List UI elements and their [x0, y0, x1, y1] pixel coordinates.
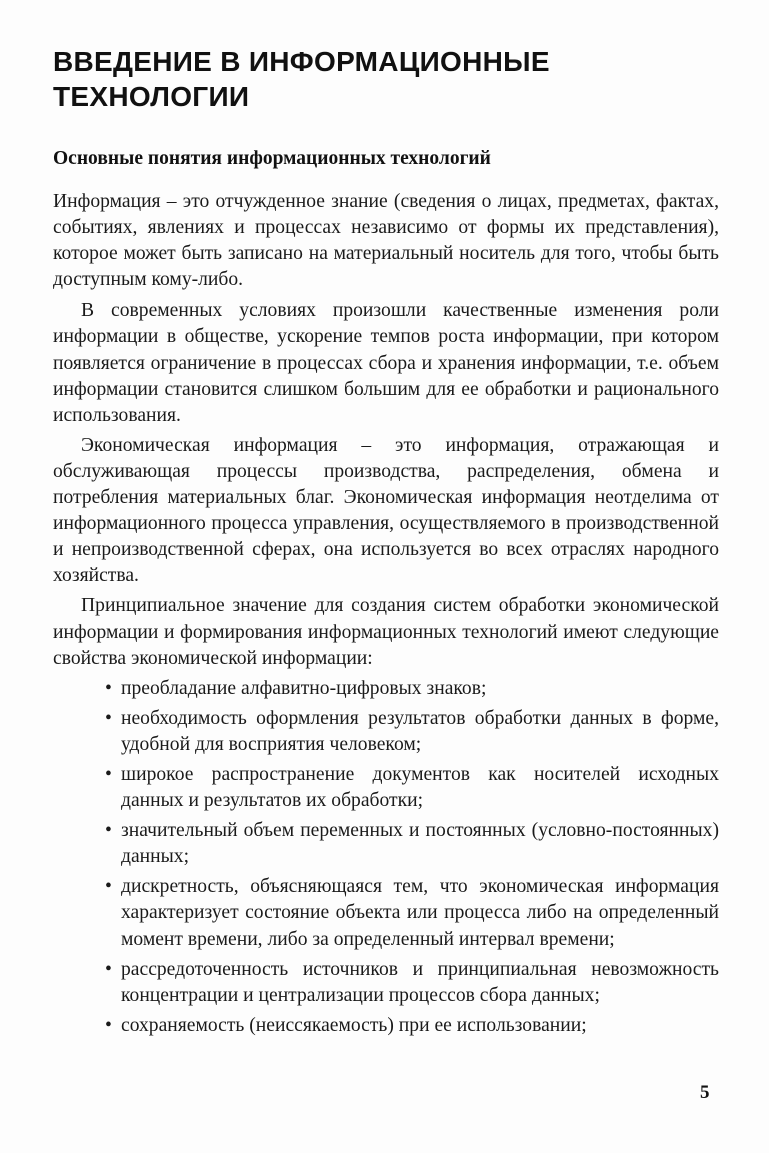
list-item — [105, 874, 719, 952]
bullet-icon: • — [105, 1014, 112, 1036]
list-item-text: сохраняемость (неиссякаемость) при ее использовании; — [121, 1014, 587, 1036]
chapter-title: ВВЕДЕНИЕ В ИНФОРМАЦИОННЫЕ ТЕХНОЛОГИИ — [53, 46, 550, 112]
bullet-icon: • — [105, 677, 112, 699]
list-item — [105, 1013, 719, 1039]
bullet-icon: • — [105, 707, 112, 729]
paragraph-definition: Информация – это отчужденное знание (сведения о лицах, предметах, фактах, событиях, явлениях и процессах независимо от формы их представления), которое может быть записано на материальный носитель для того, чтобы быть доступным кому-либо. — [53, 191, 719, 291]
paragraph-principal-properties: Принципиальное значение для создания систем обработки экономической информации и формирования информационных технологий имеют следующие свойства экономической информации: — [53, 595, 719, 669]
body-text — [53, 189, 719, 1043]
list-item-text: преобладание алфавитно-цифровых знаков; — [121, 677, 487, 699]
page-number: 5 — [700, 1082, 710, 1103]
section-title: Основные понятия информационных технологий — [53, 148, 491, 169]
bullet-icon: • — [105, 958, 112, 980]
list-item-text: необходимость оформления результатов обработки данных в форме, удобной для восприятия человеком; — [121, 707, 719, 755]
list-item — [105, 818, 719, 870]
list-item — [105, 676, 719, 702]
paragraph-modern-conditions: В современных условиях произошли качественные изменения роли информации в обществе, ускорение темпов роста информации, при котором появляется ограничение в процессах сбора и хранения информации, т.е. объем информации становится слишком большим для ее обработки и рационального использования. — [53, 300, 719, 426]
list-item-text: значительный объем переменных и постоянных (условно-постоянных) данных; — [121, 820, 719, 868]
list-item — [105, 706, 719, 758]
bullet-icon: • — [105, 876, 112, 898]
list-item — [105, 762, 719, 814]
bullet-icon: • — [105, 820, 112, 842]
list-item-text: дискретность, объясняющаяся тем, что экономическая информация характеризует состояние объекта или процесса либо на определенный момент времени, либо за определенный интервал времени; — [121, 876, 719, 950]
properties-list — [53, 676, 719, 1039]
list-item — [105, 957, 719, 1009]
list-item-text: широкое распространение документов как носителей исходных данных и результатов их обработки; — [121, 763, 719, 812]
bullet-icon: • — [105, 763, 112, 785]
paragraph-economic-information: Экономическая информация – это информация, отражающая и обслуживающая процессы производства, распределения, обмена и потребления материальных благ. Экономическая информация неотделима от информационного процесса управления, осуществляемого в производственной и непроизводственной сферах, она используется во всех отраслях народного хозяйства. — [53, 434, 719, 587]
list-item-text: рассредоточенность источников и принципиальная невозможность концентрации и централизации процессов сбора данных; — [121, 958, 719, 1006]
